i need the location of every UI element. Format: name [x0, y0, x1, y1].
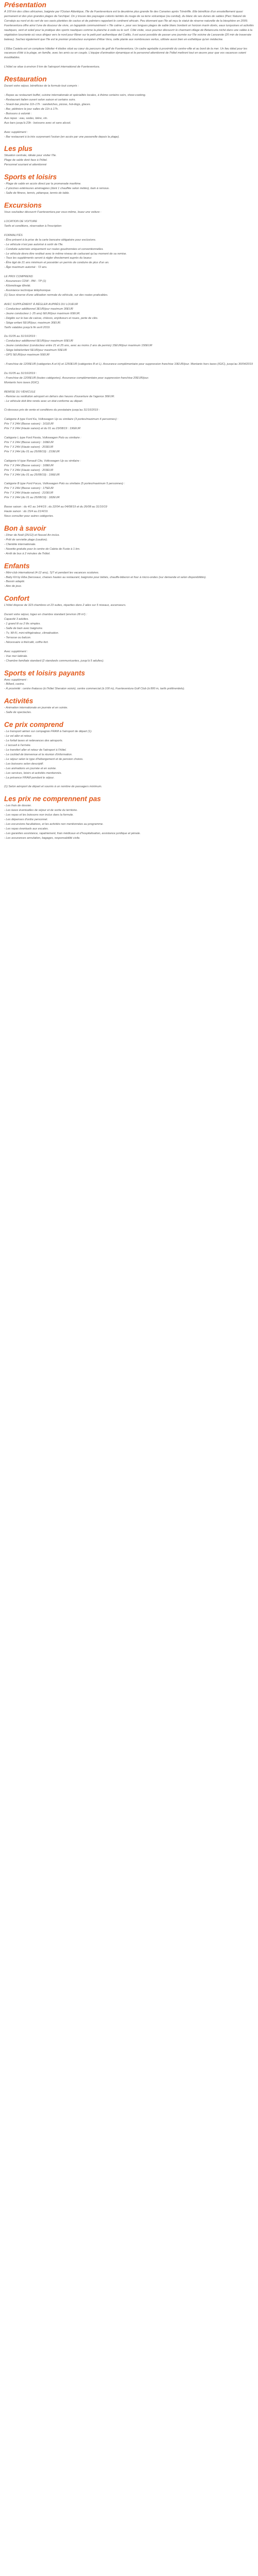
section-text: - Dîner de Noël (25/12) et Nouvel An inclus. - Prêt de serviette plage (caution). - Clientèle internationale. - Navette gratuite pour le centre de Caleta de Fuste à 1 km. - Arrêt de bus à 2 minutes de l'hôtel. [4, 533, 80, 555]
section-activites [4, 697, 254, 715]
section-text: - Mini-club international (4-12 ans), 7j/7 et pendant les vacances scolaires. - Baby Kit by Elba (berceaux, chaises hautes au restaurant, baignoire pour bébés, chauffe-biberon et four à micro-ondes (sur demande et selon disponibilités). - Bassin adapté. - Aire de jeux. [4, 571, 207, 588]
section-les-plus [4, 145, 254, 167]
section-sports-loisirs-payants [4, 669, 254, 692]
page-content [0, 0, 258, 848]
section-heading: Les plus [4, 145, 33, 153]
section-heading: Restauration [4, 75, 47, 83]
section-heading: Présentation [4, 1, 46, 9]
section-restauration [4, 75, 254, 139]
section-text: Situation centrale, idéale pour visiter l'île. Plage de sable doré face à l'hôtel. Personnel souriant et attentionné [4, 154, 57, 167]
section-heading: Les prix ne comprennent pas [4, 795, 101, 803]
section-bon-a-savoir [4, 524, 254, 556]
section-heading: Sports et loisirs payants [4, 669, 85, 677]
section-sports-loisirs [4, 173, 254, 196]
section-text: Durant votre séjour, bénéficiez de la formule tout compris : - Repas au restaurant buffet, cuisine internationale et spécialités locales, à thème certains soirs, show-cooking. - Restaurant italien ouvert selon saison et certains soirs. - Snack-bar piscine 11h-17h : sandwiches, pizzas, hot-dogs, glaces. - Bar, piètiniers le jour salles de 11h à 17h. - Boissons à volonté : Aux repas : eau, sodas, bière, vin. Aux bars jusqu'à 23h : boissons avec et sans alcool. Avec supplément : - Bar restaurant à la très surprenant l'océan (en accès par une passerelle depuis la plage). [4, 84, 146, 139]
section-heading: Excursions [4, 201, 42, 210]
section-text: Avec supplément : - Billard, casino. - À proximité : centre thalasso (à l'hôtel Sheraton voisin), centre commercial (à 100 m), Fuerteventura Golf Club (à 800 m, tarifs préférentiels). [4, 678, 185, 691]
section-confort [4, 595, 254, 663]
section-heading: Sports et loisirs [4, 173, 57, 181]
section-text: Vous souhaitez découvrir Fuerteventura par vous-même, louez une voiture : LOCATION DE VOITURE Tarifs et conditions, réservation à l'inscription FORMALITÉS - Être présent à la prise de la carte bancaire obligatoire pour exclusions. - Le véhicule n'est pas autorisé à sortir de l'île. - Conduite autorisée uniquement sur routes goudronnées et conventionnelles. - Le véhicule devra être restitué avec le même niveau de carburant qu'au moment de sa remise. - Tous les suppléments seront à régler directement auprès du loueur. - Être âgé de 21 ans minimum et posséder un permis de conduire de plus d'un an. - Âge maximum autorisé : 72 ans. LE PRIX COMPREND - Assurances CDW - PAI - TP (1) - Kilométrage illimité. - Assistance technique téléphonique. (1) Sous réserve d'une utilisation normale du véhicule, sur des routes praticables. AVEC SUPPLÉMENT À RÉGLER AUPRÈS DU LOUEUR - Conducteur additionnel 3EUR/jour maximum 30EUR - Jeune conducteur (- 25 ans) 6EUR/jour maximum 60EUR. - Dégâts sur le bas de caisse, châssis, enjoliveurs et roues, perte de clés. - Siège enfant 5EUR/jour, maximum 30EUR. Tarifs valables jusqu'à fin avril 2019. Du 01/05 au 31/10/2019 : - Conducteur additionnel 6EUR/jour maximum 60EUR - Jeune conducteur (conducteur entre 21 et 25 ans, avec au moins 2 ans de permis) 15EUR/jour maximum 150EUR - Siège bébé/enfant 5EUR/jour maximum 50EUR - GPS 5EUR/jour maximum 50EUR - Franchise de 1200EUR (catégories A et H) et 1250EUR (catégories B et L). Assurance complémentaire pour suppression franchise 10EUR/jour. Montants hors taxes (IGIC), jusqu'au 30/04/2019 Du 01/05 au 31/10/2019 : - Franchise de 1200EUR (toutes catégories). Assurance complémentaire pour suppression franchise 20EUR/jour. Montants hors taxes (IGIC). REMISE DU VÉHICULE - Remise ou restitution aéroport en dehors des heures d'ouverture de l'agence 30EUR. - Le véhicule doit être rendu avec un état conforme au départ. Ci-dessous prix de vente et conditions du prestataire jusqu'au 31/10/2019 : Catégorie A type Ford Ka, Volkswagen Up ou similaire (3 portes/maximum 4 personnes) : Prix 7 X 24H (Basse saison) : 161EUR Prix 7 X 24H (Haute saison) et du 01 au 23/08/19 : 196EUR Catégorie L type Ford Fiesta, Volkswagen Polo ou similaire : Prix 7 X 24H (Basse saison) : 168EUR Prix 7 X 24H (Haute saison) : 203EUR Prix 7 X 24H (du 01 au 25/08/19) : 210EUR Catégorie H type Renault Clio, Volkswagen Up ou similaire : Prix 7 X 24H (Basse saison) : 168EUR Prix 7 X 24H (Haute saison) : 203EUR Prix 7 X 24H (du 01 au 25/08/19) : 196EUR Catégorie B type Ford Focus, Volkswagen Polo ou similaire (5 portes/maximum 5 personnes) : Prix 7 X 24H (Basse saison) : 175EUR Prix 7 X 24H (Haute saison) : 210EUR Prix 7 X 24H (du 01 au 25/08/19) : 182EUR Basse saison : du 4/1 au 14/4/19 ; du 22/04 au 04/08/19 et du 26/08 au 31/10/19 Haute saison : du 15/4 au 21/4/19. Nous consulter pour autres catégories. [4, 211, 253, 518]
section-text: L'hôtel dispose de 323 chambres et 23 suites, réparties dans 2 ailes sur 5 niveaux, ascenseurs. Durant votre séjour, logez en chambre standard (environ 28 m²) : Capacité 3 adultes. - 1 grand lit ou 2 lits simples. - Salle de bain avec baignoire. - Tv, Wi-Fi, mini-réfrigérateur, climatisation. - Terrasse ou balcon. - Nécessaire à thé/café, coffre-fort. Avec supplément : - Vue mer latérale. - Chambre familiale standard (2 standards communicantes, jusqu'à 5 adultes). [4, 604, 126, 663]
section-heading: Enfants [4, 562, 30, 570]
section-excursions [4, 201, 254, 519]
section-heading: Confort [4, 595, 29, 603]
section-heading: Bon à savoir [4, 524, 46, 532]
section-ce-prix-comprend [4, 721, 254, 789]
section-text: - Animation internationale en journée et en soirée. - Salle de spectacles. [4, 706, 68, 715]
section-presentation [4, 1, 254, 70]
section-text: À 100 km des côtes africaines, baignée par l'Océan Atlantique, l'île de Fuerteventura est la deuxième plus grande île des Canaries après Ténériffe. Elle bénéficie d'un ensoleillement quasi permanent et des plus grandes plages de l'archipel. On y trouve des paysages colorés teintés du rouge de sa terre volcanique (ou cenital), du blanc de ses dunes de sables (Parc Naturel de Corralejo au nord et du vert de ses oasis plantées de cactus et de palmiers rappelant le continent africain. Peu étonnant que l'île ait reçu le statut de réserve naturelle de la biosphère en 2009. Fuerteventura offre ainsi l'une de douceur de vivre, un lagopède communément « l'île calme », pour ses longues plages de sable blanc bordant un horizon marin dorés, eaux turquoises et activités nautiques, vent et soleil pour la pratique des sports nautiques comme la planche à voile ou le surf. Côté visite, vous pourrez découvrir le charmant village de Betancuria niché dans une vallée à la végétation luxuriante où vous dirigez vers le nord pour flâner sur le petit port authentique del Cotillo, il est aussi possible de passer une journée sur l'île voisine de Lanzarote (20 min de traversée bateau). Sachez également que l'île est le premier producteur européen d'Aloe Vera, cette plante aux nombreuses vertus, utilisée aussi bien en esthétique qu'en médecine. L'Elba Castela est un complexe hôtelier 4 étoiles situé au cœur du parcours de golf de Fuerteventura. Un cadre agréable à proximité du centre-ville et au bord de la mer. Un lieu idéal pour les vacances d'été à la plage, en famille, avec les amis ou en couple. L'équipe d'animation dynamique et le personnel attentionné de l'hôtel mettront tout en œuvre pour que vos vacances soient inoubliables. L'hôtel se situe à environ 9 km de l'aéroport international de Fuerteventura. [4, 10, 254, 69]
section-heading: Activités [4, 697, 34, 705]
section-enfants [4, 562, 254, 589]
section-text: - Le transport aérien sur compagnie FRAM à l'aéroport de départ (1). - Le vol aller et retour. - Le forfait taxes et redevances des aéroports. - L'accueil à l'arrivée. - Le transfert aller et retour de l'aéroport à l'hôtel. - Le cocktail de bienvenue et la réunion d'information. - Le séjour selon le type d'hébergement et de pension choisis. - Les boissons selon descriptif. - Les animations en journée et en soirée. - Les services, loisirs et activités mentionnés. - La présence FRAM pendant le séjour. (1) Selon aéroport de départ et soumis à un nombre de passagers minimum. [4, 730, 102, 789]
section-prix-ne-comprennent-pas [4, 795, 254, 841]
section-text: - Les frais de dossier. - Les taxes éventuelles de séjour et de sortie du territoire. - Les repas et les boissons non inclus dans la formule. - Les dépenses d'ordre personnel. - Les excursions facultatives, et les activités non mentionnées au programme. - Les repas éventuels aux escales. - Les garanties assistance, rapatriement, frais médicaux et d'hospitalisation, assistance juridique et pénale. - Les assurances annulation, bagages, responsabilité civile. [4, 804, 141, 840]
section-text: - Plage de sable en accès direct par la promenade maritime. - 2 piscines extérieures aménagées (dont 1 chauffée selon météo), bain à remous. - Salle de fitness, tennis, pétanque, tennis de table. [4, 182, 110, 195]
section-heading: Ce prix comprend [4, 721, 63, 729]
